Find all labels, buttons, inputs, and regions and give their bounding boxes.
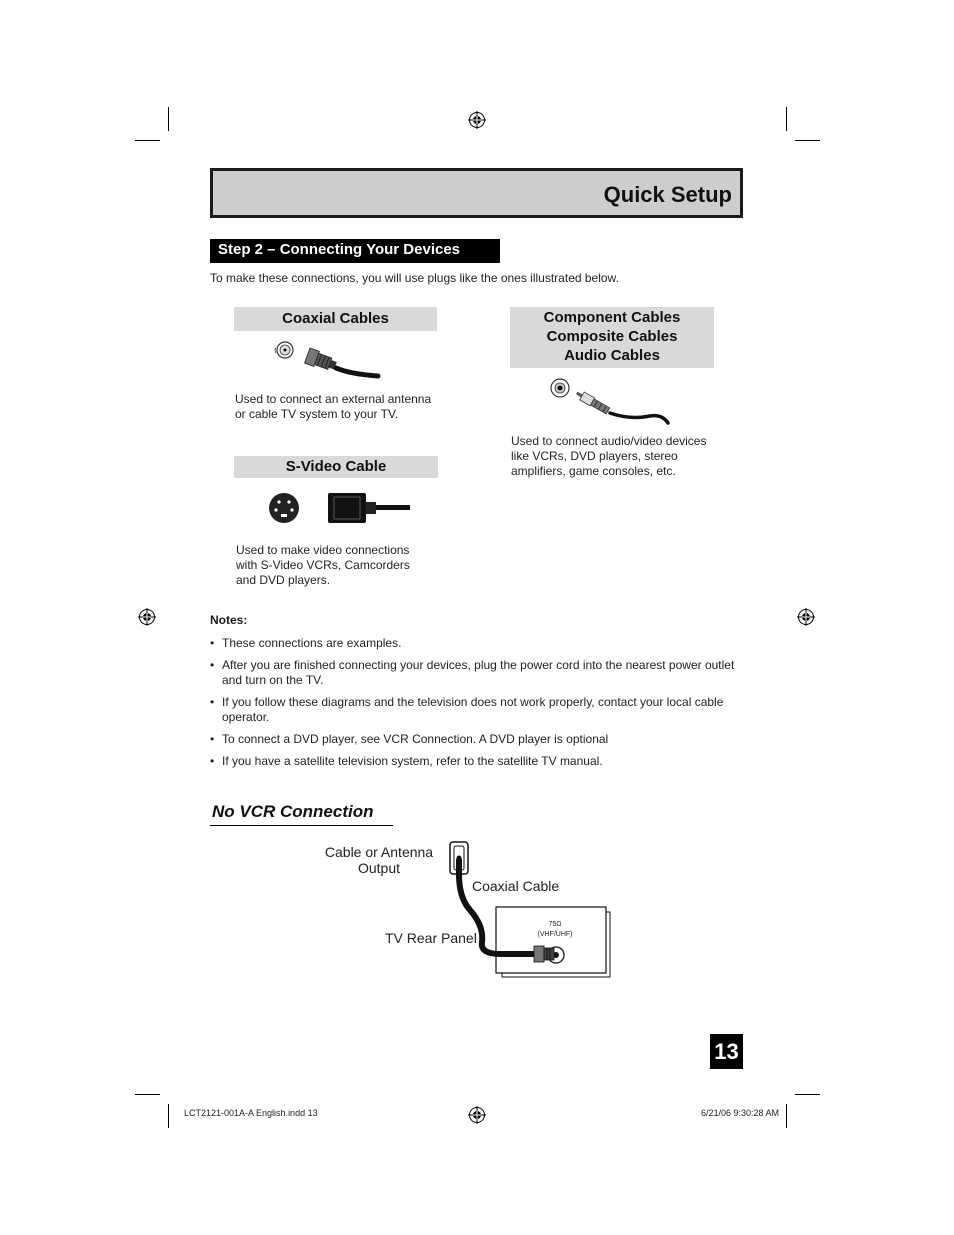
title-underline — [210, 825, 393, 826]
component-description: Used to connect audio/video devices like VCRs, DVD players, stereo amplifiers, game consoles, etc. — [511, 434, 707, 478]
notes-list — [210, 636, 740, 776]
notes-heading: Notes: — [210, 613, 248, 627]
step-heading: Step 2 – Connecting Your Devices — [210, 239, 500, 263]
crop-mark — [795, 1094, 820, 1095]
intro-text: To make these connections, you will use plugs like the ones illustrated below. — [210, 271, 619, 285]
list-item: • If you follow these diagrams and the television does not work properly, contact your local cable operator. — [210, 695, 724, 724]
footer-timestamp: 6/21/06 9:30:28 AM — [700, 1108, 779, 1118]
audio-cables-line: Audio Cables — [564, 347, 660, 364]
list-item: • These connections are examples. — [210, 636, 402, 650]
list-item: • If you have a satellite television system, refer to the satellite TV manual. — [210, 754, 603, 768]
jack-label: 75Ω (VHF/UHF) — [537, 921, 573, 938]
diagram-title: No VCR Connection — [212, 802, 374, 821]
registration-mark-icon — [468, 1106, 486, 1124]
svideo-cable-label: S-Video Cable — [234, 456, 438, 478]
composite-cables-line: Composite Cables — [546, 328, 678, 345]
footer-file-info: LCT2121-001A-A English.indd 13 — [184, 1108, 318, 1118]
crop-mark — [795, 140, 820, 141]
crop-mark — [135, 140, 160, 141]
crop-mark — [135, 1094, 160, 1095]
component-cables-label — [510, 307, 714, 368]
svideo-plug-icon — [266, 490, 416, 526]
coaxial-plug-icon — [270, 338, 385, 386]
tv-rear-panel-label: TV Rear Panel — [385, 930, 477, 946]
crop-mark — [786, 1104, 787, 1128]
crop-mark — [168, 1104, 169, 1128]
page-header — [210, 168, 743, 218]
page-title: Quick Setup — [603, 182, 732, 207]
registration-mark-icon — [797, 608, 815, 626]
rca-plug-icon — [546, 376, 674, 428]
connection-diagram — [440, 838, 620, 984]
list-item: • To connect a DVD player, see VCR Connection. A DVD player is optional — [210, 732, 609, 746]
list-item: • After you are finished connecting your devices, plug the power cord into the nearest power outlet and turn on the TV. — [210, 658, 735, 687]
coaxial-description: Used to connect an external antenna or cable TV system to your TV. — [235, 392, 432, 421]
coaxial-cables-label: Coaxial Cables — [234, 307, 437, 331]
crop-mark — [168, 107, 169, 131]
registration-mark-icon — [138, 608, 156, 626]
component-cables-line: Component Cables — [543, 309, 681, 326]
registration-mark-icon — [468, 111, 486, 129]
svideo-description: Used to make video connections with S-Video VCRs, Camcorders and DVD players. — [236, 543, 410, 587]
coaxial-cable-label: Coaxial Cable — [472, 878, 560, 894]
page-number: 13 — [710, 1034, 743, 1069]
outlet-label: Cable or Antenna Output — [324, 844, 434, 876]
crop-mark — [786, 107, 787, 131]
